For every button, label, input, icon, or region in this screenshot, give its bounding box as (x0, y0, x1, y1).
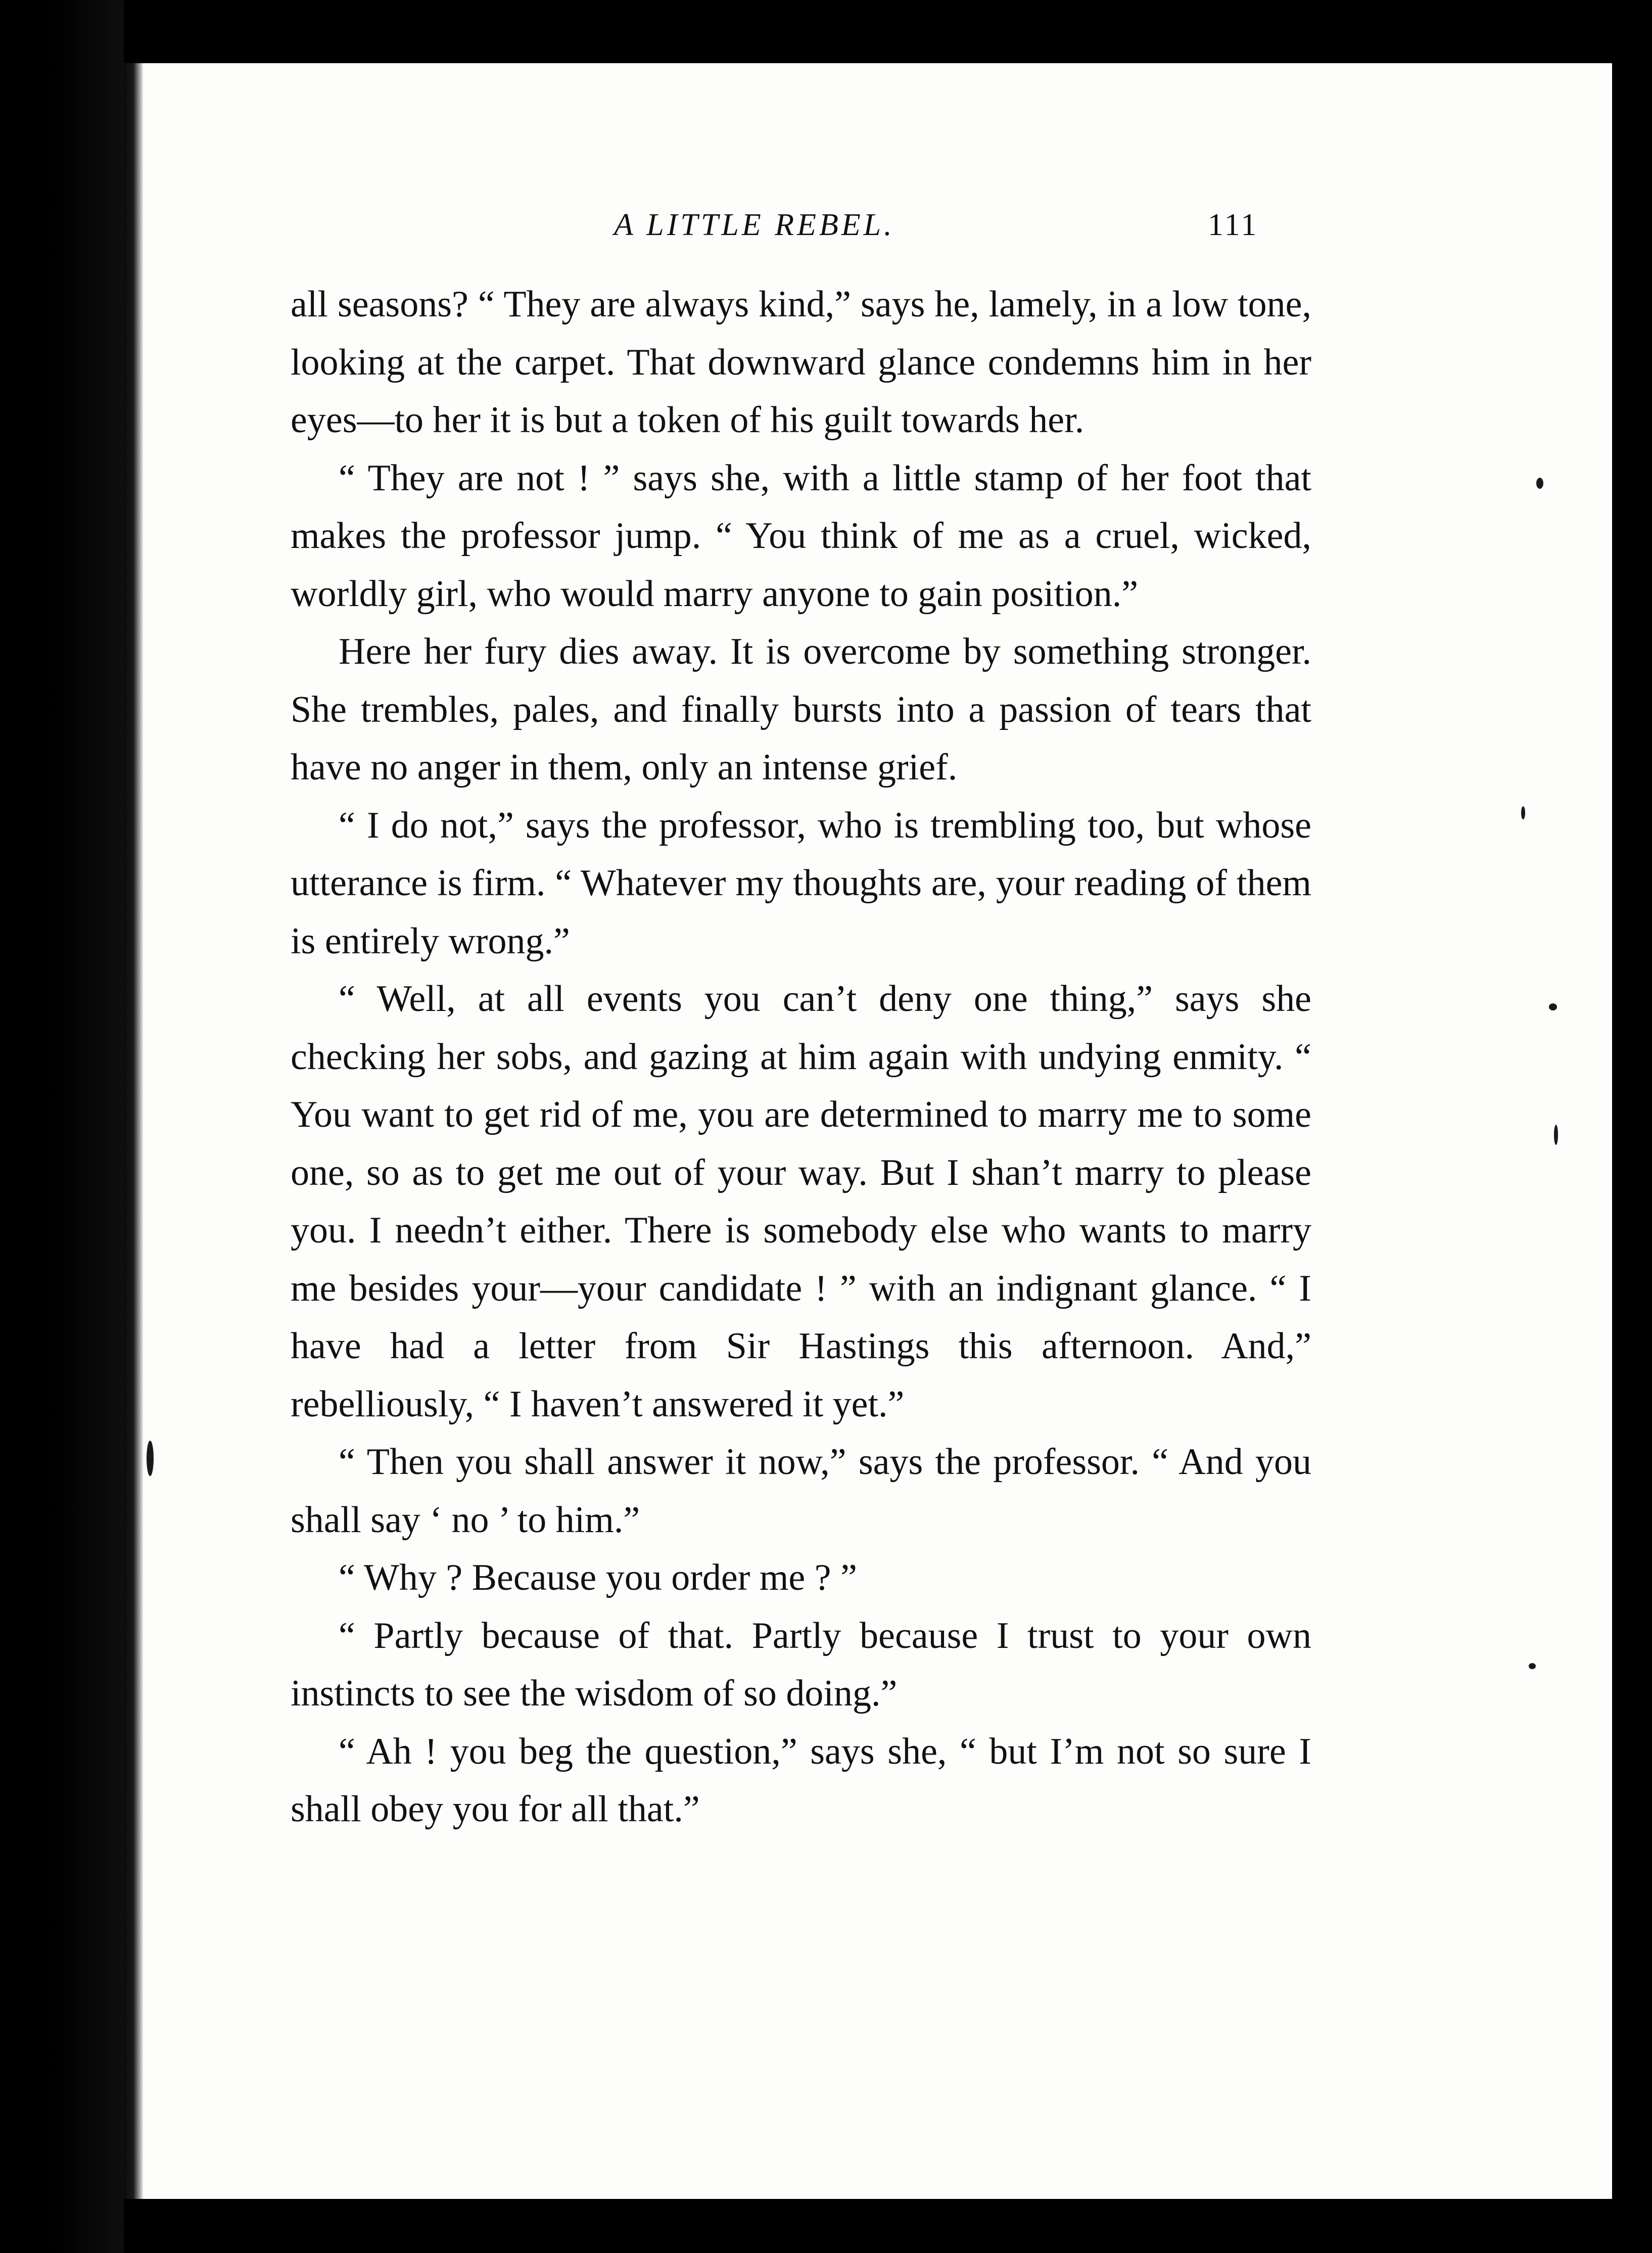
book-gutter (0, 0, 124, 2253)
paragraph-3: Here her fury dies away. It is overcome by something stronger. She trembles, pales, and finally bursts into a passion of tears that have no anger in them, only an intense grief. (291, 631, 1311, 788)
paragraph-4: “ I do not,” says the professor, who is trembling too, but whose utterance is firm. “ Whatever my thoughts are, your reading of them is entirely wrong.” (291, 804, 1311, 962)
paragraph-7: “ Why ? Because you order me ? ” (339, 1557, 857, 1598)
paragraph-2: “ They are not ! ” says she, with a little stamp of her foot that makes the professor jump. “ You think of me as a cruel, wicked, worldly girl, who would marry anyone to gain position.” (291, 457, 1311, 615)
paragraph-1: all seasons? “ They are always kind,” says he, lamely, in a low tone, looking at the carpet. That downward glance condemns him in her eyes—to her it is but a token of his guilt towards her. (291, 284, 1311, 441)
scan-speck (1549, 1003, 1557, 1010)
scan-speck (147, 1441, 154, 1476)
paragraph-6: “ Then you shall answer it now,” says the professor. “ And you shall say ‘ no ’ to him.” (291, 1441, 1311, 1541)
scan-speck (1529, 1663, 1536, 1669)
scan-speck (1521, 806, 1525, 819)
paragraph-8: “ Partly because of that. Partly because I trust to your own instincts to see the wisdom of so doing.” (291, 1615, 1311, 1714)
body-text (291, 275, 1311, 1838)
scan-speck (1536, 478, 1543, 489)
spine-shadow (124, 63, 143, 2199)
running-title: A LITTLE REBEL. (614, 208, 895, 242)
scan-speck (1554, 1125, 1558, 1145)
paragraph-9: “ Ah ! you beg the question,” says she, “ but I’m not so sure I shall obey you for all that.” (291, 1730, 1311, 1830)
page-number: 111 (1208, 208, 1259, 242)
paragraph-5: “ Well, at all events you can’t deny one thing,” says she checking her sobs, and gazing at him again with undying enmity. “ You want to get rid of me, you are determined to marry me to some one, so as to get me out of your way. But I shan’t marry to please you. I needn’t either. There is somebody else who wants to marry me besides your—your candidate ! ” with an indignant glance. “ I have had a letter from Sir Hastings this afternoon. And,” rebelliously, “ I haven’t answered it yet.” (291, 978, 1311, 1425)
